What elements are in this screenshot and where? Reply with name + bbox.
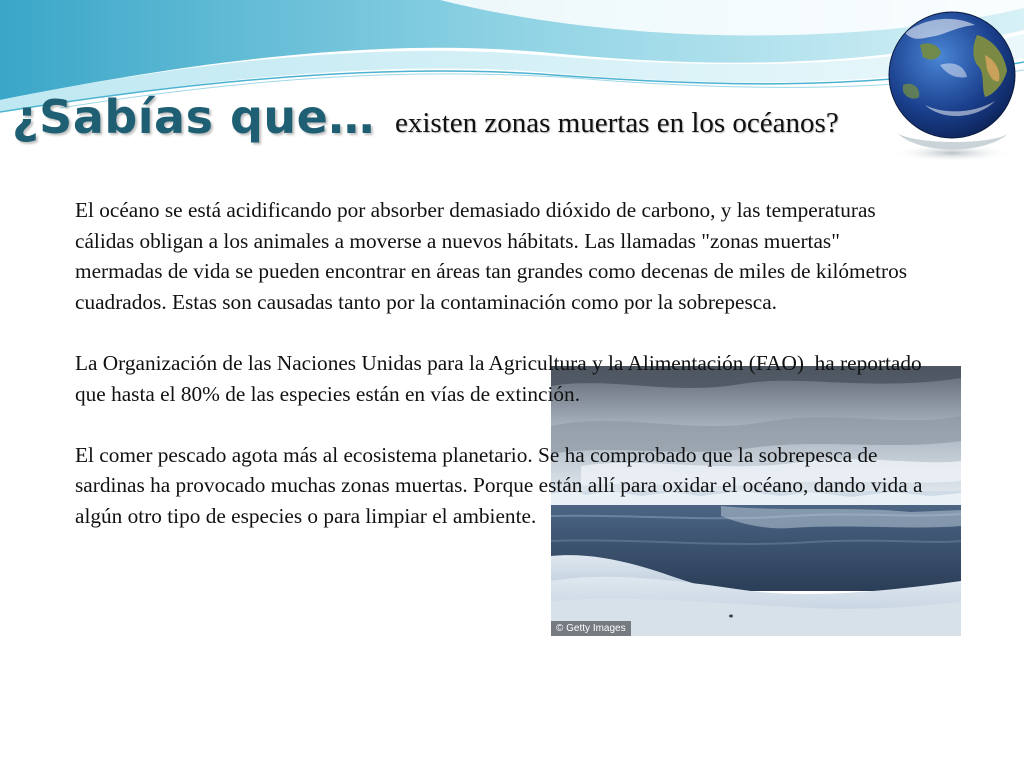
- slide-title: ¿Sabías que…: [12, 90, 375, 144]
- body-paragraph: El océano se está acidificando por absorber demasiado dióxido de carbono, y las temperaturas cálidas obligan a los animales a moverse a nuevos hábitats. Las llamadas "zonas muertas" mermadas de vida se pueden encontrar en áreas tan grandes como decenas de miles de kilómetros cuadrados. Estas son causadas tanto por la contaminación como por la sobrepesca.: [75, 198, 913, 314]
- slide-body: [75, 195, 935, 562]
- body-paragraph: El comer pescado agota más al ecosistema planetario. Se ha comprobado que la sobrepesca de sardinas ha provocado muchas zonas muertas. Porque están allí para oxidar el océano, dando vida a algún otro tipo de especies o para limpiar el ambiente.: [75, 442, 928, 528]
- slide-subtitle: existen zonas muertas en los océanos?: [395, 107, 839, 139]
- globe-icon: [885, 5, 1019, 165]
- photo-credit: © Getty Images: [551, 621, 631, 636]
- body-paragraph: La Organización de las Naciones Unidas para la Agricultura y la Alimentación (FAO) ha reportado que hasta el 80% de las especies están en vías de extinción.: [75, 350, 927, 406]
